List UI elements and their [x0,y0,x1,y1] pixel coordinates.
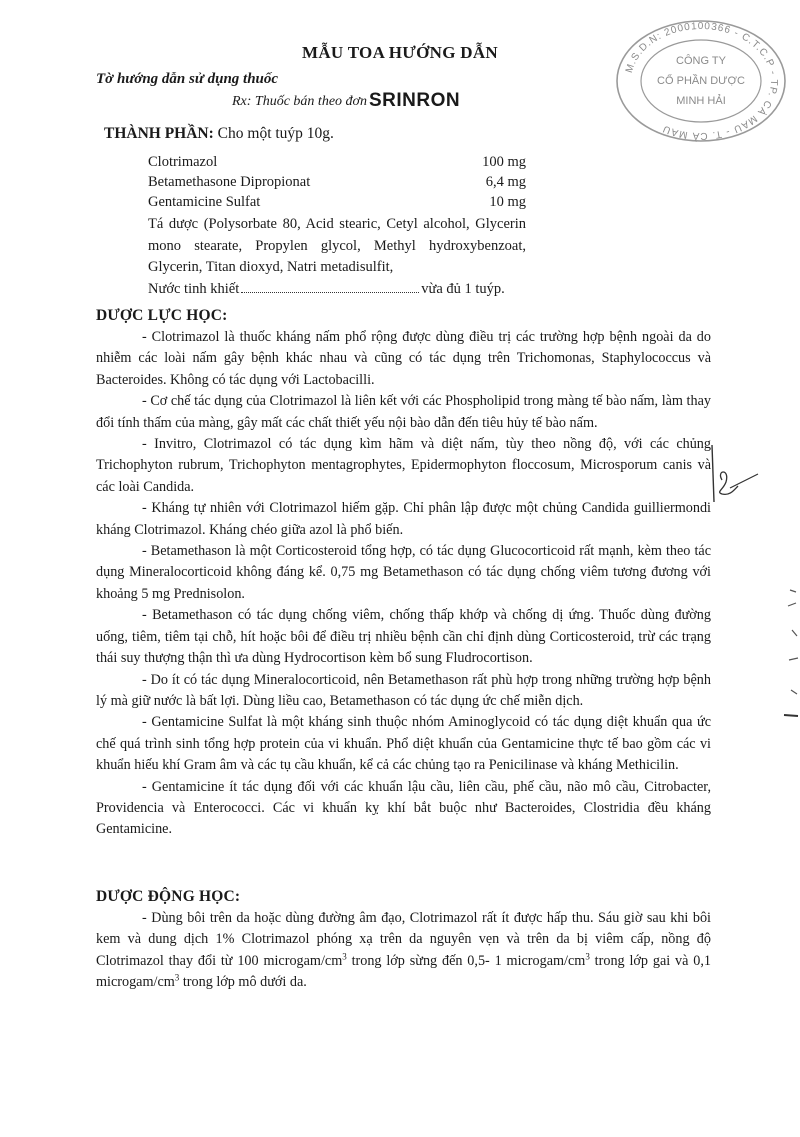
text-run: - Dùng bôi trên da hoặc dùng đường âm đạo, Clotrimazol rất ít được hấp thu. Sáu giờ sau khi bôi kem và dung dịch 1% Clotrimazol phóng xạ trên da nguyên vẹn và trên da bị viêm cấp, nồng độ Clotrimazol thay đổi từ 100 microgam/cm [96,910,711,969]
excipients-text [148,214,526,300]
ingredient-row [148,154,526,171]
stamp-ring-text: M.S.D.N: 2000100366 - C.T.C.P - TP. CÀ MAU - T. CÀ MAU [623,20,780,142]
paragraph: - Gentamicine Sulfat là một kháng sinh thuộc nhóm Aminoglycoid có tác dụng diệt khuẩn qua ức chế quá trình sinh tổng hợp protein của vi khuẩn. Phổ diệt khuẩn của Gentamicine thực tế bao gồm các vi khuẩn hiếu khí Gram âm và các tụ cầu khuẩn, kể cả các chủng tạo ra Penicilinase và kháng Methicilin. [96,714,711,774]
pharmacokinetics-heading: DƯỢC ĐỘNG HỌC: [96,888,241,905]
stamp-line-2: CỔ PHẦN DƯỢC [657,75,745,87]
paragraph: - Betamethason là một Corticosteroid tổng hợp, có tác dụng Glucocorticoid rất mạnh, kèm theo tác dụng Mineralocorticoid không đáng kể. 0,75 mg Betamethason có tác dụng chống viêm tương đương với khoảng 5 mg Prednisolon. [96,543,711,602]
superscript: 3 [585,951,590,962]
scan-edge-artifact [770,560,800,735]
water-quantity: vừa đủ 1 tuýp. [421,280,505,297]
pharmacokinetics-body [96,908,711,994]
ingredient-amount: 100 mg [482,154,526,170]
paragraph: - Kháng tự nhiên với Clotrimazol hiếm gặp. Chỉ phân lập được một chủng Candida guilliermondi kháng Clotrimazol. Kháng chéo giữa azol là phổ biến. [96,500,711,538]
paragraph: - Cơ chế tác dụng của Clotrimazol là liên kết với các Phospholipid trong màng tế bào nấm, làm thay đổi tính thấm của màng, gây mất các chất thiết yếu nội bào dẫn đến tiêu hủy tế bào nấm. [96,393,711,431]
superscript: 3 [174,972,180,983]
text-run: trong lớp mô dưới da. [179,974,307,991]
text-run: trong lớp gai và 0,1 microgam/cm [96,952,711,991]
paragraph: - Betamethason có tác dụng chống viêm, chống thấp khớp và chống dị ứng. Thuốc dùng đường uống, tiêm, tiêm tại chỗ, hít hoặc bôi để điều trị nhiều bệnh cần chỉ định dùng Corticosteroid, trừ các trạng thái suy thượng thận thì ưa dùng Hydrocortison kèm bổ sung Fludrocortison. [96,607,711,667]
dotted-leader [241,283,419,293]
ingredient-amount: 6,4 mg [485,174,526,190]
paragraph: - Do ít có tác dụng Mineralocorticoid, nên Betamethason rất phù hợp trong những trường hợp bệnh lý mà giữ nước là bất lợi. Dùng liều cao, Betamethason có tác dụng ức chế miễn dịch. [96,671,711,709]
paragraph [96,908,711,994]
ingredient-row [148,194,526,211]
ingredient-name: Betamethasone Dipropionat [148,174,311,190]
pharmacodynamics-heading: DƯỢC LỰC HỌC: [96,307,228,324]
water-label: Nước tinh khiết [148,280,240,297]
text-run: trong lớp sừng đến 0,5- 1 microgam/cm [346,952,586,969]
handwritten-initials [700,440,760,515]
prescription-note: Rx: Thuốc bán theo đơn [232,94,368,109]
composition-heading: THÀNH PHẦN: [104,125,214,142]
pharmacodynamics-body [96,327,711,841]
ingredient-row [148,174,526,191]
ingredient-name: Gentamicine Sulfat [148,194,261,210]
product-name: SRINRON [369,90,461,111]
company-stamp [607,18,795,144]
excipients-list: Tá dược (Polysorbate 80, Acid stearic, Cetyl alcohol, Glycerin mono stearate, Propylen glycol, Methyl hydroxybenzoat, Glycerin, Titan dioxyd, Natri metadisulfit, [148,216,526,275]
paragraph: - Clotrimazol là thuốc kháng nấm phổ rộng được dùng điều trị các trường hợp bệnh ngoài da do nhiễm các loài nấm gây bệnh khác nhau và cũng có tác dụng trên Trichomonas, Staphylococcus và Bacteroides. Không có tác dụng với Lactobacilli. [96,329,711,388]
composition-intro: Cho một tuýp 10g. [217,125,334,142]
composition-heading-line [104,125,334,143]
paragraph: - Invitro, Clotrimazol có tác dụng kìm hãm và diệt nấm, tùy theo nồng độ, với các chủng Trichophyton rubrum, Trichophyton mentagrophytes, Epidermophyton floccosum, Microsporum canis và các loài Candida. [96,436,711,495]
superscript: 3 [342,951,347,962]
ingredient-amount: 10 mg [489,194,526,210]
stamp-line-3: MINH HẢI [676,95,726,107]
document-title: MẪU TOA HƯỚNG DẪN [301,43,499,62]
paragraph: - Gentamicine ít tác dụng đối với các khuẩn lậu cầu, liên cầu, phế cầu, não mô cầu, Citrobacter, Providencia và Enterococci. Các vi khuẩn kỵ khí bắt buộc như Bacteroides, Clostridia đều kháng Gentamicine. [96,778,711,838]
ingredient-name: Clotrimazol [148,154,218,170]
stamp-line-1: CÔNG TY [676,55,726,67]
document-subtitle: Tờ hướng dẫn sử dụng thuốc [96,71,279,87]
